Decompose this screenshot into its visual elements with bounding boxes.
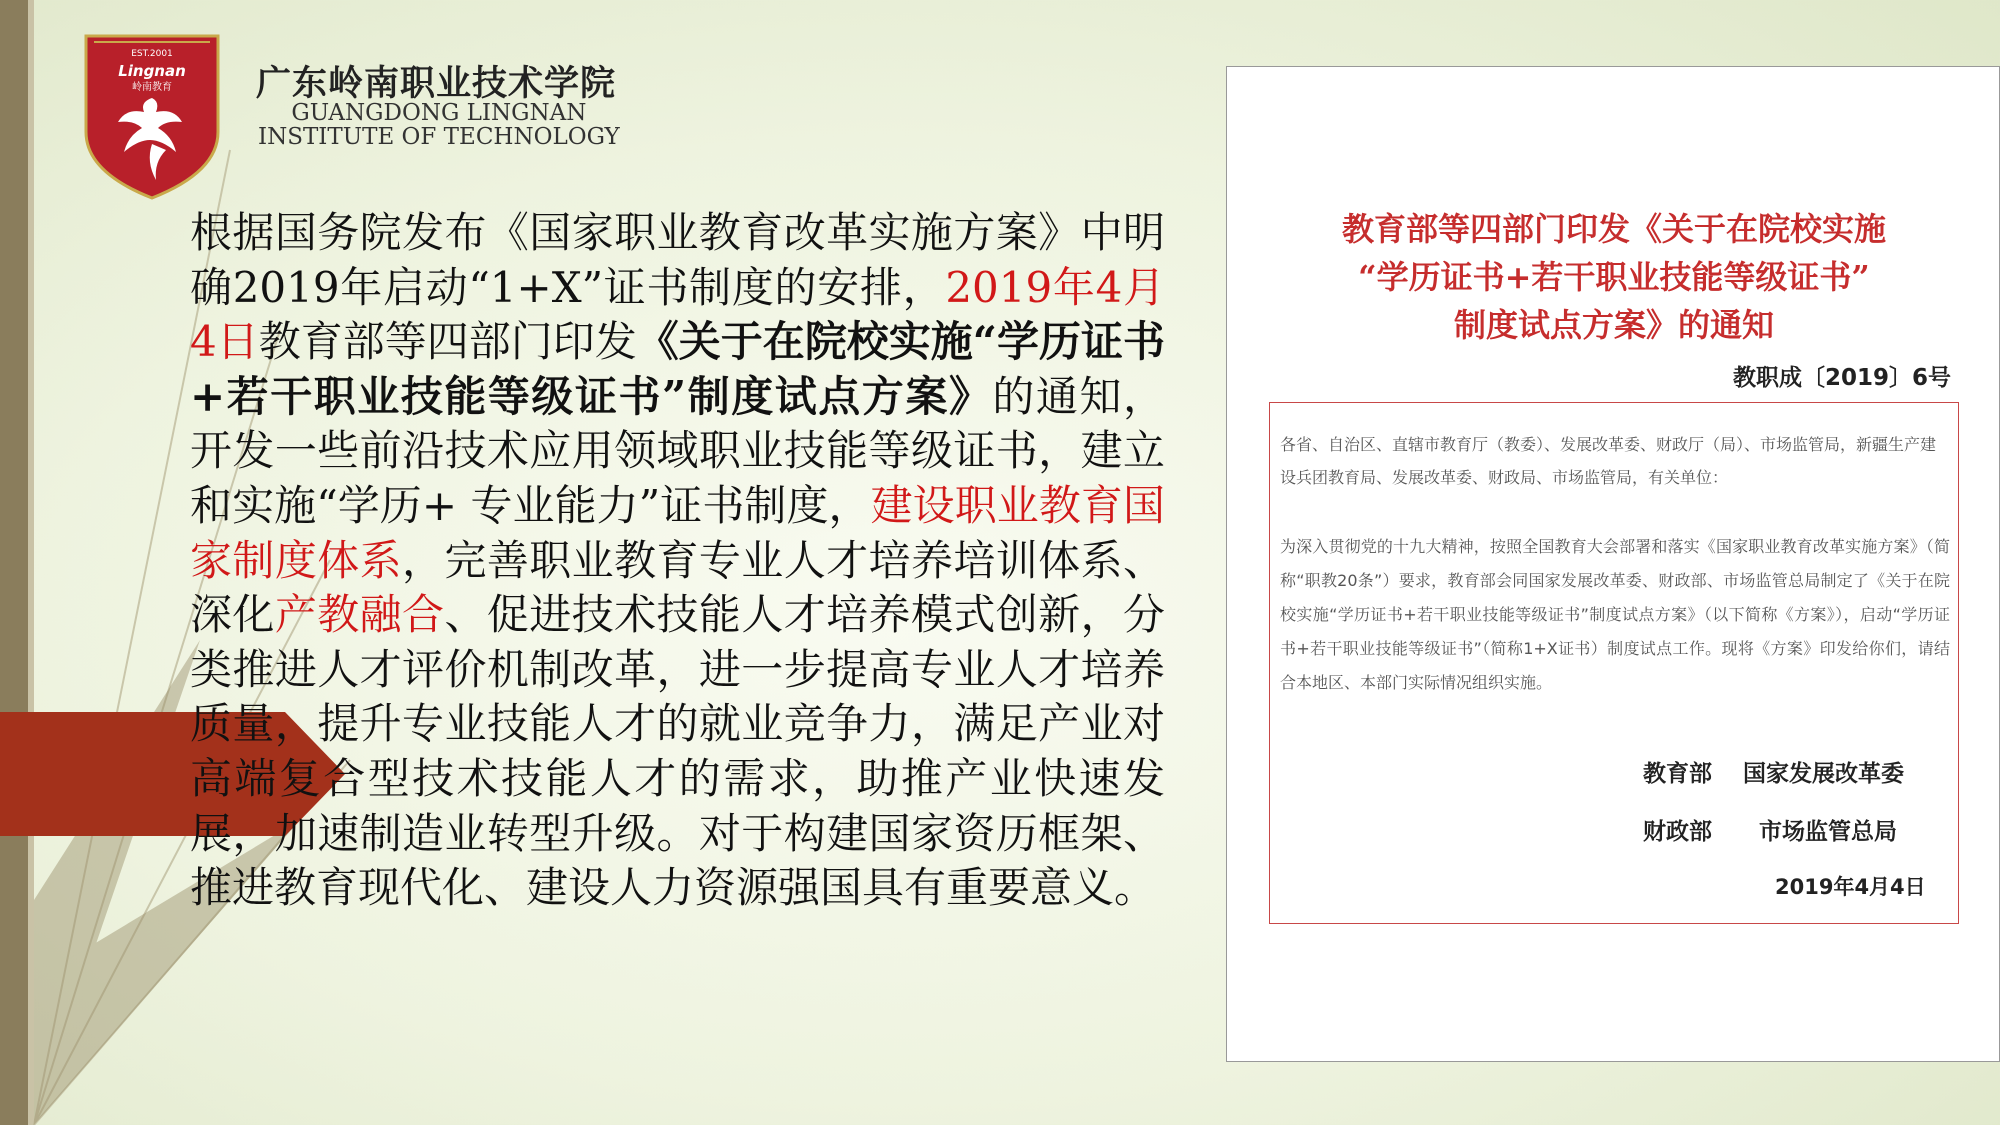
notice-document-image	[1226, 66, 2000, 1062]
institute-name-en-line2: INSTITUTE OF TECHNOLOGY	[258, 124, 620, 150]
institute-name-en	[258, 101, 620, 149]
text-plan-name: 《国家职业教育改革实施方案》	[486, 208, 1081, 257]
text-four-ministries: 教育部等四部门印发	[258, 317, 637, 367]
document-number: 教职成〔2019〕6号	[1732, 365, 1951, 391]
signature-ministry-of-finance: 财政部	[1643, 819, 1712, 845]
badge-cn-text: 岭南教育	[132, 82, 172, 93]
text-date-highlight: 2019年4月4日	[190, 262, 1165, 367]
text-deepen: ，完善职业教育专业人才培养培训体系、深化	[190, 535, 1165, 640]
badge-name-text: Lingnan	[118, 62, 186, 80]
document-title-line2: “学历证书+若干职业技能等级证书”	[1358, 258, 1870, 296]
text-conclusion: 、促进技术技能人才培养模式创新，分类推进人才评价机制改革，进一步提高专业人才培养质量，提升专业技能人才的就业竞争力，满足产业对高端复合型技术技能人才的需求，助推产业快速发展，加速制造业转型升级。对于构建国家资历框架、推进教育现代化、建设人力资源强国具有重要意义。	[190, 590, 1165, 913]
lingnan-logo-shield	[82, 32, 222, 202]
text-integration-highlight: 产教融合	[274, 590, 445, 640]
text-1x-start: 中明确2019年启动“1+X”证书制度的安排，	[190, 208, 1165, 312]
signature-date: 2019年4月4日	[1775, 875, 1926, 899]
document-title-line3: 制度试点方案》的通知	[1453, 306, 1774, 344]
text-system-highlight: 建设职业教育国家制度体系	[190, 480, 1165, 585]
institute-name-cn: 广东岭南职业技术学院	[256, 64, 617, 104]
document-title	[1227, 205, 2000, 349]
badge-est-text: EST.2001	[131, 49, 173, 59]
text-notice-title: 《关于在院校实施“学历证书+若干职业技能等级证书”制度试点方案》	[190, 317, 1165, 421]
signature-ndrc: 国家发展改革委	[1743, 761, 1904, 787]
text-details: 的通知，开发一些前沿技术应用领域职业技能等级证书，建立和实施“学历+ 专业能力”证书制度，	[190, 371, 1165, 530]
notice-box	[1269, 402, 1959, 924]
signature-ministry-of-education: 教育部	[1643, 761, 1712, 787]
text-intro: 根据国务院发布	[190, 208, 487, 257]
main-paragraph	[190, 206, 1165, 916]
notice-addressee: 各省、自治区、直辖市教育厅（教委）、发展改革委、财政厅（局）、市场监管局，新疆生产建设兵团教育局、发展改革委、财政局、市场监管局，有关单位：	[1280, 435, 1937, 487]
notice-body: 为深入贯彻党的十九大精神，按照全国教育大会部署和落实《国家职业教育改革实施方案》（简称“职教20条”）要求，教育部会同国家发展改革委、财政部、市场监管总局制定了《关于在院校实施“学历证书+若干职业技能等级证书”制度试点方案》（以下简称《方案》），启动“学历证书+若干职业技能等级证书”（简称1+X证书）制度试点工作。现将《方案》印发给你们，请结合本地区、本部门实际情况组织实施。	[1280, 537, 1950, 692]
signature-samr: 市场监管总局	[1759, 819, 1897, 845]
institute-name-en-line1: GUANGDONG LINGNAN	[291, 100, 587, 126]
document-title-line1: 教育部等四部门印发《关于在院校实施	[1341, 210, 1886, 248]
